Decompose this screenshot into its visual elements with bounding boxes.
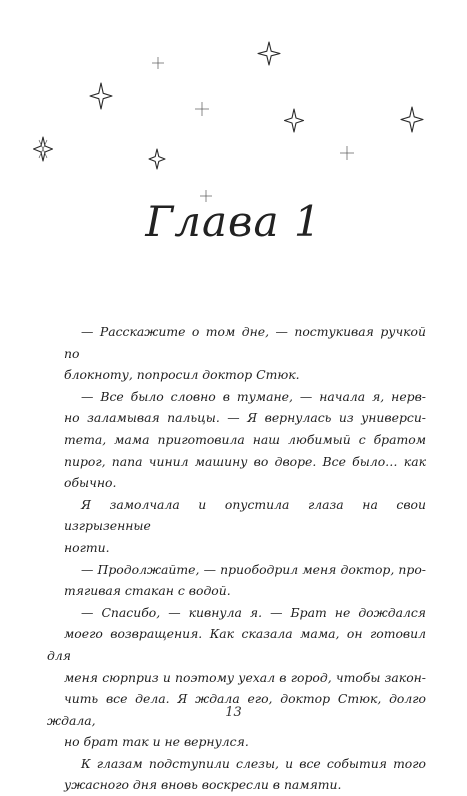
text-line: моего возвращения. Как сказала мама, он готовил для <box>47 626 426 663</box>
paragraph <box>47 602 426 753</box>
text-line: блокноту, попросил доктор Стюк. <box>64 367 300 383</box>
text-line: но брат так и не вернулся. <box>64 734 249 750</box>
text-line: — Продолжайте, — приободрил меня доктор, про- <box>81 561 426 577</box>
text-line: — Спасибо, — кивнула я. — Брат не дождался <box>81 604 426 620</box>
sparkle-icon <box>258 42 280 65</box>
text-line: Я замолчала и опустила глаза на свои изгрызенные <box>64 496 426 534</box>
text-line: но заламывая пальцы. — Я вернулась из универси- <box>64 410 426 426</box>
text-line: меня сюрприз и поэтому уехал в город, чтобы закон- <box>64 669 426 685</box>
sparkle-icon <box>90 83 112 109</box>
page-number: 13 <box>225 705 242 720</box>
text-line: обычно. <box>64 475 117 491</box>
text-line: пирог, папа чинил машину во дворе. Все было… как <box>64 453 426 469</box>
text-line: тета, мама приготовила наш любимый с братом <box>64 431 426 447</box>
paragraph <box>47 494 426 559</box>
paragraph <box>47 321 426 386</box>
text-line: — Все было словно в тумане, — начала я, нерв- <box>81 388 426 404</box>
sparkle-icon <box>39 140 47 158</box>
text-line: ужасного дня вновь воскресли в памяти. <box>64 777 342 793</box>
sparkle-icon <box>401 107 423 132</box>
sparkle-icon <box>152 57 164 69</box>
text-line: тягивая стакан с водой. <box>64 583 231 599</box>
paragraph <box>47 386 426 494</box>
chapter-title: Глава 1 <box>145 197 322 246</box>
sparkle-icon <box>340 146 354 160</box>
text-line: чить все дела. Я ждала его, доктор Стюк, долго ждала, <box>47 691 426 728</box>
sparkle-icon <box>149 149 165 169</box>
text-line: ногти. <box>64 539 110 555</box>
text-line: — Расскажите о том дне, — постукивая ручкой по <box>64 324 426 361</box>
paragraph <box>47 559 426 602</box>
sparkle-icon <box>195 102 209 116</box>
sparkle-icon <box>285 109 304 132</box>
text-line: К глазам подступили слезы, и все события того <box>81 755 426 771</box>
star-decoration <box>0 0 467 220</box>
chapter-body <box>47 321 426 796</box>
paragraph <box>47 753 426 796</box>
